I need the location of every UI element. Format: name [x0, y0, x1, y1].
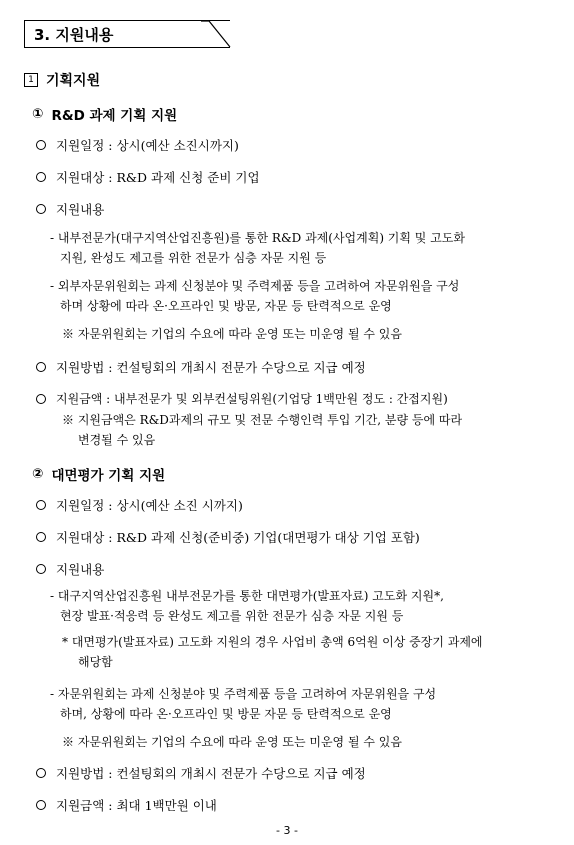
detail-paragraph: - 외부자문위원회는 과제 신청분야 및 주력제품 등을 고려하여 자문위원을 구성 하며 상황에 따라 온·오프라인 및 방문, 자문 등 탄력적으로 운영 — [50, 279, 460, 313]
detail-paragraph: - 대구지역산업진흥원 내부전문가를 통한 대면평가(발표자료) 고도화 지원*, 현장 발표·적응력 등 완성도 제고를 위한 전문가 심층 자문 지원 등 — [50, 589, 444, 623]
list-item: 지원내용 — [36, 560, 104, 578]
part-heading — [24, 70, 100, 90]
list-item: 지원일정 : 상시(예산 소진 시까지) — [36, 496, 243, 514]
circle-bullet-icon — [36, 532, 46, 542]
list-item: 지원대상 : R&D 과제 신청 준비 기업 — [36, 168, 260, 186]
subsection-heading-2 — [32, 464, 165, 484]
section-title: 3. 지원내용 — [34, 26, 114, 44]
circle-bullet-icon — [36, 564, 46, 574]
circled-number-icon: ① — [32, 106, 44, 122]
list-item: 지원일정 : 상시(예산 소진시까지) — [36, 136, 239, 154]
list-item: 지원방법 : 컨설팅회의 개최시 전문가 수당으로 지급 예정 — [36, 764, 366, 782]
part-title: 기획지원 — [46, 73, 101, 89]
list-item: 지원방법 : 컨설팅회의 개최시 전문가 수당으로 지급 예정 — [36, 358, 366, 376]
subsection-heading-1 — [32, 104, 177, 124]
square-number-icon: 1 — [24, 73, 38, 87]
detail-paragraph: - 자문위원회는 과제 신청분야 및 주력제품 등을 고려하여 자문위원을 구성 하며, 상황에 따라 온·오프라인 및 방문 자문 등 탄력적으로 운영 — [50, 687, 437, 721]
heading-box-corner — [201, 20, 231, 48]
detail-paragraph: - 내부전문가(대구지역산업진흥원)를 통한 R&D 과제(사업계획) 기획 및 고도화 지원, 완성도 제고를 위한 전문가 심층 자문 지원 등 — [50, 231, 465, 265]
subsection-title: R&D 과제 기획 지원 — [51, 108, 178, 124]
list-item: 지원금액 : 최대 1백만원 이내 — [36, 796, 217, 814]
page-number: - 3 - — [276, 824, 298, 837]
subsection-title: 대면평가 기획 지원 — [51, 468, 166, 484]
reference-note: ※ 자문위원회는 기업의 수요에 따라 운영 또는 미운영 될 수 있음 — [62, 327, 402, 341]
circle-bullet-icon — [36, 362, 46, 372]
circle-bullet-icon — [36, 800, 46, 810]
circle-bullet-icon — [36, 768, 46, 778]
reference-note: ※ 자문위원회는 기업의 수요에 따라 운영 또는 미운영 될 수 있음 — [62, 735, 402, 749]
circle-bullet-icon — [36, 500, 46, 510]
footnote: * 대면평가(발표자료) 고도화 지원의 경우 사업비 총액 6억원 이상 중장기 과제에 해당함 — [62, 635, 483, 669]
circle-bullet-icon — [36, 204, 46, 214]
circle-bullet-icon — [36, 140, 46, 150]
reference-note: ※ 지원금액은 R&D과제의 규모 및 전문 수행인력 투입 기간, 분량 등에 따라 변경될 수 있음 — [62, 413, 463, 447]
list-item: 지원금액 : 내부전문가 및 외부컨설팅위원(기업당 1백만원 정도 : 간접지원) — [36, 390, 448, 407]
circle-bullet-icon — [36, 172, 46, 182]
list-item: 지원대상 : R&D 과제 신청(준비중) 기업(대면평가 대상 기업 포함) — [36, 528, 420, 546]
list-item: 지원내용 — [36, 200, 104, 218]
circled-number-icon: ② — [32, 466, 44, 482]
circle-bullet-icon — [36, 394, 46, 404]
